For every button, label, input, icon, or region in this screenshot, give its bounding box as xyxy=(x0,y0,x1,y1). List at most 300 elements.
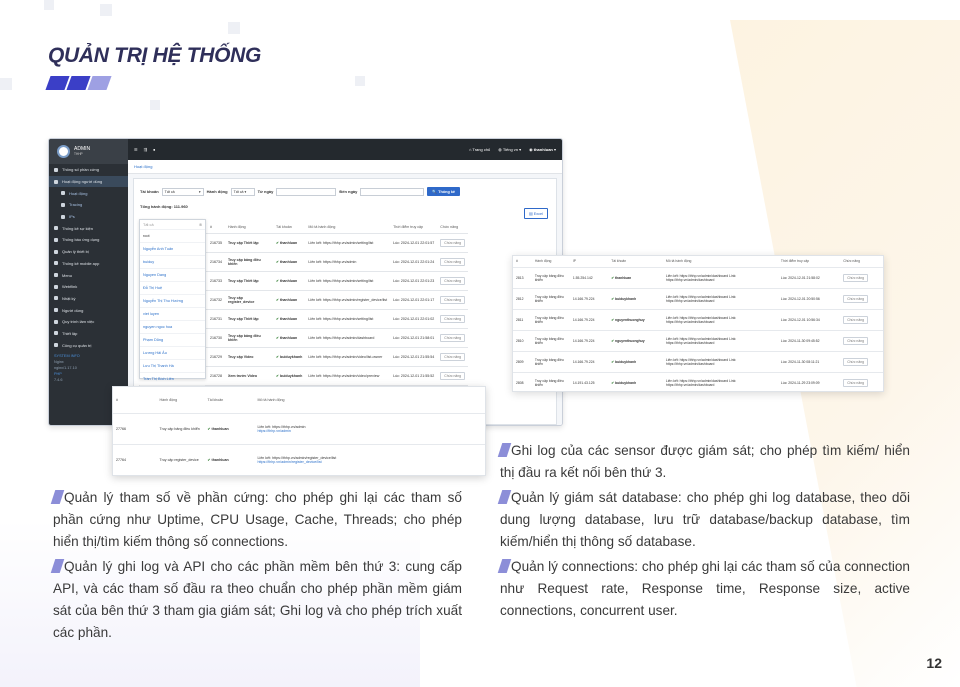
user-check-icon: ✔ xyxy=(207,457,212,462)
function-dropdown[interactable]: Chức năng xyxy=(440,334,465,342)
user-check-icon: ✔ xyxy=(276,335,281,340)
sidebar-item[interactable] xyxy=(49,211,128,223)
cell-text: Truy cập bảng điều khiển xyxy=(159,426,200,431)
dropdown-option[interactable]: nguyen ngoc hoa xyxy=(140,321,205,334)
sidebar-item-label: Quy trình làm việc xyxy=(62,319,95,325)
cell-text: Lúc: 2024-12-01 22:01:23 xyxy=(393,278,435,283)
function-dropdown[interactable]: Chức năng xyxy=(440,315,465,323)
dropdown-option[interactable]: viet luyen xyxy=(140,308,205,321)
sidebar-item-label: Thống kê sự kiện xyxy=(62,225,93,231)
link-text[interactable]: https://thhp.vn/admin/register_device/list xyxy=(257,459,322,464)
language-select[interactable]: ◍ Tiếng vn ▾ xyxy=(498,147,522,152)
table-header: Mô tả hành động xyxy=(255,387,485,413)
link-text[interactable]: https://thhp.vn/admin xyxy=(257,428,291,433)
table-header: Chức năng xyxy=(840,256,883,267)
sidebar-icon xyxy=(54,296,58,300)
table-cell[interactable] xyxy=(840,267,883,288)
table-cell xyxy=(513,267,532,288)
cell-text: thanhluan xyxy=(615,275,632,280)
cell-text: 14.166.79.224 xyxy=(572,359,595,364)
cell-text: 216731 xyxy=(210,316,222,321)
user-check-icon: ✔ xyxy=(276,316,281,321)
sidebar-icon xyxy=(61,191,65,195)
sidebar-item[interactable] xyxy=(49,222,128,234)
table-cell xyxy=(305,290,390,309)
table-cell[interactable] xyxy=(437,328,468,347)
cell-text: buiduykhanh xyxy=(280,354,303,359)
cell-text: 216728 xyxy=(210,373,222,378)
table-cell xyxy=(205,413,255,444)
cell-text: Lúc: 2024-12-01 21:58:01 xyxy=(393,335,435,340)
sidebar-icon xyxy=(54,226,58,230)
table-cell xyxy=(305,347,390,366)
cell-text: thanhluan xyxy=(280,335,298,340)
table-cell xyxy=(390,290,437,309)
table-cell xyxy=(113,413,157,444)
sidebar-item-label: IPs xyxy=(69,214,75,220)
brand-name: ADMIN xyxy=(74,145,91,152)
table-cell xyxy=(157,444,205,475)
function-dropdown[interactable]: Chức năng xyxy=(843,379,868,387)
sidebar-icon xyxy=(54,168,58,172)
db-log-screenshot xyxy=(512,255,884,392)
table-cell xyxy=(608,330,663,351)
table-header: Thời điểm truy cập xyxy=(778,256,840,267)
table-cell xyxy=(532,309,570,330)
cell-text: 2813 xyxy=(516,275,524,280)
dropdown-option[interactable]: root xyxy=(140,230,205,243)
table-cell xyxy=(513,309,532,330)
dropdown-option[interactable]: Nguyễn Anh Tuấn xyxy=(140,243,205,256)
cell-text: Lúc: 2024-12-01 20:50:56 xyxy=(780,296,820,301)
sidebar-item-label: Công cụ quản trị xyxy=(62,342,92,348)
decor-square xyxy=(228,22,240,34)
function-dropdown[interactable]: Chức năng xyxy=(843,274,868,282)
sidebar-item[interactable] xyxy=(49,187,128,199)
table-row xyxy=(513,267,883,288)
table-header: IP xyxy=(570,256,608,267)
sidebar-item-label: Menu xyxy=(62,272,73,278)
function-dropdown[interactable]: Chức năng xyxy=(440,258,465,266)
sidebar xyxy=(49,139,128,425)
bullet-mark xyxy=(51,559,65,573)
table-cell xyxy=(207,309,225,328)
function-dropdown[interactable]: Chức năng xyxy=(843,316,868,324)
table-header: # xyxy=(113,387,157,413)
system-info-line: 7.4.6 xyxy=(54,378,63,382)
table-cell xyxy=(225,366,273,385)
table-cell xyxy=(570,267,608,288)
table-header: Hành động xyxy=(225,222,273,233)
dropdown-option[interactable]: Đỗ Thị Huệ xyxy=(140,282,205,295)
cell-text: thanhluan xyxy=(211,426,229,431)
cell-text: Lúc: 2024-12-01 21:58:02 xyxy=(780,275,820,280)
cell-text: Lúc: 2024-12-01 10:56:34 xyxy=(780,317,820,322)
table-row xyxy=(513,330,883,351)
table-cell xyxy=(390,252,437,271)
cell-text: Xem trước Video xyxy=(228,373,258,378)
cell-text: Truy cập register_device xyxy=(159,457,199,462)
function-dropdown[interactable]: Chức năng xyxy=(440,372,465,380)
user-check-icon: ✔ xyxy=(207,426,212,431)
table-cell[interactable] xyxy=(840,351,883,372)
dropdown-option[interactable]: Phạm Dũng xyxy=(140,334,205,347)
cell-text: Liên kết: https://thhp.vn/admin/dashboard Link: https://thhp.vn/admin/dashboard xyxy=(665,273,737,282)
dropdown-option[interactable]: Lương Hải Âu xyxy=(140,347,205,360)
sidebar-item[interactable] xyxy=(49,199,128,211)
dropdown-option[interactable]: Lưu Thị Thanh Hà xyxy=(140,360,205,373)
table-cell xyxy=(225,347,273,366)
decor-square xyxy=(355,76,365,86)
function-dropdown[interactable]: Chức năng xyxy=(843,337,868,345)
table-cell xyxy=(513,372,532,392)
logo-icon xyxy=(57,145,70,158)
table-cell xyxy=(778,372,840,392)
table-cell xyxy=(207,271,225,290)
cell-text: Truy cập Thiết lập xyxy=(228,316,259,321)
sidebar-item[interactable] xyxy=(49,328,128,340)
cell-text: Liên kết: https://thhp.vn/admin/video/preview xyxy=(308,373,380,378)
table-cell[interactable] xyxy=(840,309,883,330)
cell-text: 14.166.79.224 xyxy=(572,296,595,301)
cell-text: thanhluan xyxy=(280,316,298,321)
table-cell[interactable] xyxy=(840,330,883,351)
system-info-line: PHP xyxy=(54,372,62,376)
cell-text: Truy cập register_device xyxy=(228,295,255,304)
register-log-screenshot xyxy=(112,386,486,476)
cell-text: Truy cập bảng điều khiển xyxy=(534,315,564,324)
table-row xyxy=(513,309,883,330)
table-cell xyxy=(663,351,778,372)
cell-text: 2809 xyxy=(516,359,524,364)
sidebar-item[interactable] xyxy=(49,293,128,305)
table-cell xyxy=(157,413,205,444)
cell-text: 27764 xyxy=(116,457,126,462)
cell-text: thanhluan xyxy=(211,457,229,462)
dropdown-option[interactable]: Trần Thị Bích Liên xyxy=(140,373,205,386)
sidebar-item-label: Tracing xyxy=(69,202,83,208)
cell-text: Lúc: 2024-12-01 21:55:54 xyxy=(393,354,435,359)
cell-text: 2808 xyxy=(516,380,524,385)
function-dropdown[interactable]: Chức năng xyxy=(843,295,868,303)
cell-text: Liên kết: https://thhp.vn/admin/setting/list xyxy=(308,240,374,245)
paragraph-api: Quản lý ghi log và API cho các phần mềm bên thứ 3: cung cấp API, và các tham số đầu ra theo chuẩn cho phép phần mềm giám sát của bên thứ 3 tham gia giám sát; Ghi log và cho phép trích xuất các phần. xyxy=(53,556,462,644)
cell-text: Truy cập bảng điều khiển xyxy=(228,257,261,266)
table-cell xyxy=(205,444,255,475)
dropdown-option[interactable]: buiduy xyxy=(140,256,205,269)
table-cell xyxy=(532,267,570,288)
dropdown-option[interactable]: Nguyen Dang xyxy=(140,269,205,282)
table-cell xyxy=(207,366,225,385)
from-date-input[interactable] xyxy=(276,188,336,196)
sidebar-icon xyxy=(54,285,58,289)
function-dropdown[interactable]: Chức năng xyxy=(440,277,465,285)
table-cell xyxy=(608,288,663,309)
system-info xyxy=(49,353,128,383)
user-check-icon: ✔ xyxy=(611,380,616,385)
cell-text: Truy cập Video xyxy=(228,354,254,359)
table-cell xyxy=(273,328,305,347)
paragraph-sensor: Ghi log của các sensor được giám sát; cho phép tìm kiếm/ hiển thị đầu ra kết nối bên thứ 3. xyxy=(500,440,910,484)
table-header: Tài khoản xyxy=(273,222,305,233)
cell-text: Liên kết: https://thhp.vn/admin/video/list-owner xyxy=(308,354,383,359)
sidebar-item-label: Thống kê mobile app xyxy=(62,260,100,266)
system-info-line: Nginx xyxy=(54,360,64,364)
function-dropdown[interactable]: Chức năng xyxy=(440,353,465,361)
table-cell xyxy=(778,267,840,288)
table-cell xyxy=(532,288,570,309)
table-cell xyxy=(778,288,840,309)
user-check-icon: ✔ xyxy=(276,240,281,245)
table-cell xyxy=(113,444,157,475)
sidebar-item[interactable] xyxy=(49,339,128,351)
decor-square xyxy=(150,100,160,110)
page-title: QUẢN TRỊ HỆ THỐNG xyxy=(48,44,262,67)
cell-text: Truy cập Thiết lập xyxy=(228,240,259,245)
cell-text: buiduykhanh xyxy=(280,373,303,378)
cell-text: 2810 xyxy=(516,338,524,343)
function-dropdown[interactable]: Chức năng xyxy=(843,358,868,366)
table-cell[interactable] xyxy=(840,372,883,392)
cell-text: Truy cập bảng điều khiển xyxy=(228,333,261,342)
sidebar-icon xyxy=(61,203,65,207)
table-header: Hành động xyxy=(157,387,205,413)
sidebar-item-label: Thông số phần cứng xyxy=(62,167,99,173)
table-cell[interactable] xyxy=(437,309,468,328)
table-cell[interactable] xyxy=(437,290,468,309)
table-cell xyxy=(663,309,778,330)
table-cell xyxy=(532,330,570,351)
table-cell xyxy=(305,309,390,328)
sidebar-item-label: Thống báo ứng dụng xyxy=(62,237,100,243)
cell-text: Truy cập bảng điều khiển xyxy=(534,294,564,303)
sidebar-item[interactable] xyxy=(49,246,128,258)
cell-text: Lúc: 2024-12-01 22:01:02 xyxy=(393,316,435,321)
cell-text: Liên kết: https://thhp.vn/admin/dashboard Link: https://thhp.vn/admin/dashboard xyxy=(665,378,737,387)
sidebar-icon xyxy=(54,343,58,347)
table-cell xyxy=(778,351,840,372)
bullet-mark xyxy=(498,559,512,573)
table-cell xyxy=(225,271,273,290)
sidebar-item[interactable] xyxy=(49,258,128,270)
user-check-icon: ✔ xyxy=(276,297,281,302)
grid-icon[interactable]: ⇶ xyxy=(143,147,147,152)
sidebar-item-label: Webflink xyxy=(62,284,78,290)
table-cell[interactable] xyxy=(437,233,468,252)
table-cell[interactable] xyxy=(437,347,468,366)
sidebar-icon xyxy=(54,308,58,312)
bullet-mark xyxy=(51,490,65,504)
sidebar-item[interactable] xyxy=(49,176,128,188)
table-header: Thời điểm truy cập xyxy=(390,222,437,233)
paragraph-connections: Quản lý connections: cho phép ghi lại các tham số của connection như Request rate, Response time, Response size, active connections, concurrent user. xyxy=(500,556,910,622)
table-cell[interactable] xyxy=(437,366,468,385)
table-cell[interactable] xyxy=(437,271,468,290)
cell-text: 1.55.254.142 xyxy=(572,275,593,280)
from-date-label: Từ ngày xyxy=(257,189,274,194)
table-cell xyxy=(513,330,532,351)
table-cell xyxy=(663,267,778,288)
table-header: # xyxy=(513,256,532,267)
table-header: Hành động xyxy=(532,256,570,267)
table-cell xyxy=(305,328,390,347)
cell-text: Liên kết: https://thhp.vn/admin/dashboard Link: https://thhp.vn/admin/dashboard xyxy=(665,357,737,366)
sidebar-item-label: Người dùng xyxy=(62,307,84,313)
cell-text: 216733 xyxy=(210,278,222,283)
breadcrumb[interactable]: Hoạt động xyxy=(128,160,562,174)
sidebar-item[interactable] xyxy=(49,281,128,293)
total-count: Tổng hành động: 111.960 xyxy=(140,204,188,209)
page-number: 12 xyxy=(926,655,942,671)
table-cell xyxy=(608,267,663,288)
table-cell xyxy=(225,328,273,347)
table-header: Chức năng xyxy=(437,222,468,233)
register-log-table xyxy=(113,387,485,476)
cell-text: Lúc: 2024-12-01 22:01:24 xyxy=(393,259,435,264)
cell-text: 14.166.79.224 xyxy=(572,317,595,322)
table-cell xyxy=(390,309,437,328)
table-cell xyxy=(225,252,273,271)
cell-text: buiduykhanh xyxy=(615,380,637,385)
user-menu[interactable]: ◉ thanhluan ▾ xyxy=(529,147,556,152)
brand-sub: THHP xyxy=(74,151,83,156)
table-header: Mô tả hành động xyxy=(663,256,778,267)
sidebar-icon xyxy=(54,261,58,265)
table-header: Tài khoản xyxy=(608,256,663,267)
cell-text: 2811 xyxy=(516,317,524,322)
table-cell xyxy=(305,252,390,271)
cell-text: 2812 xyxy=(516,296,524,301)
table-cell xyxy=(608,372,663,392)
cell-text: Lúc: 2024-12-01 22:01:57 xyxy=(393,240,435,245)
home-link[interactable]: ⌂ Trang chủ xyxy=(468,147,491,152)
dropdown-option[interactable]: Nguyễn Thị Thu Hường xyxy=(140,295,205,308)
to-date-input[interactable] xyxy=(360,188,424,196)
cell-text: Lúc: 2024-12-01 22:01:17 xyxy=(393,297,435,302)
cell-text: 216729 xyxy=(210,354,222,359)
cell-text: buiduykhanh xyxy=(615,296,637,301)
excel-button[interactable]: ▤ Excel xyxy=(524,208,548,219)
sidebar-item-label: Hoạt động người dùng xyxy=(62,179,103,185)
table-cell xyxy=(207,347,225,366)
table-cell xyxy=(390,233,437,252)
table-cell xyxy=(390,366,437,385)
bullet-mark xyxy=(498,443,512,457)
cell-text: 14.166.79.224 xyxy=(572,338,595,343)
cell-text: Lúc: 2024-11-29 23:09:09 xyxy=(780,380,820,385)
table-cell[interactable] xyxy=(840,288,883,309)
table-cell xyxy=(207,328,225,347)
table-cell xyxy=(273,366,305,385)
decor-square xyxy=(100,4,112,16)
cell-text: Liên kết: https://thhp.vn/admin/setting/list xyxy=(308,316,374,321)
table-cell xyxy=(305,366,390,385)
sidebar-item[interactable] xyxy=(49,164,128,176)
table-cell xyxy=(608,309,663,330)
cell-text: nguyenthuonghuy xyxy=(615,317,645,322)
table-header: # xyxy=(207,222,225,233)
function-dropdown[interactable]: Chức năng xyxy=(440,296,465,304)
bell-icon[interactable]: ● xyxy=(152,147,156,152)
sidebar-item[interactable] xyxy=(49,269,128,281)
menu-icon[interactable]: ☰ xyxy=(134,147,138,152)
table-row xyxy=(513,351,883,372)
cell-text: thanhluan xyxy=(280,259,298,264)
table-cell xyxy=(570,309,608,330)
table-cell xyxy=(255,413,485,444)
table-cell xyxy=(608,351,663,372)
sidebar-item-label: Quản lý thiết bị xyxy=(62,249,89,255)
sidebar-item[interactable] xyxy=(49,234,128,246)
action-filter-select[interactable]: Tất cả ▾ xyxy=(231,188,255,196)
admin-screenshot xyxy=(48,138,563,426)
cell-text: Truy cập bảng điều khiển xyxy=(534,378,564,387)
dropdown-search[interactable]: Tất cả ⊗ xyxy=(140,220,205,230)
account-filter-select[interactable]: Tất cả ▾ xyxy=(162,188,204,196)
user-check-icon: ✔ xyxy=(276,373,281,378)
cell-text: 14.191.43.125 xyxy=(572,380,595,385)
sidebar-brand xyxy=(49,139,128,164)
cell-text: buiduykhanh xyxy=(615,359,637,364)
table-cell[interactable] xyxy=(437,252,468,271)
system-info-line: nginx/1.17.10 xyxy=(54,366,77,370)
sidebar-icon xyxy=(54,250,58,254)
account-dropdown xyxy=(139,219,206,379)
decor-square xyxy=(0,78,12,90)
table-header: Mô tả hành động xyxy=(305,222,390,233)
search-button[interactable]: 🔍 Thống kê xyxy=(427,187,460,196)
user-check-icon: ✔ xyxy=(276,259,281,264)
user-check-icon: ✔ xyxy=(611,359,616,364)
table-cell xyxy=(663,288,778,309)
sidebar-item[interactable] xyxy=(49,316,128,328)
cell-text: nguyenthuonghuy xyxy=(615,338,645,343)
cell-text: 216732 xyxy=(210,297,222,302)
table-cell xyxy=(273,233,305,252)
table-cell xyxy=(778,309,840,330)
cell-text: thanhluan xyxy=(280,240,298,245)
table-cell xyxy=(255,444,485,475)
sidebar-icon xyxy=(54,273,58,277)
cell-text: Liên kết: https://thhp.vn/admin/dashboard Link: https://thhp.vn/admin/dashboard xyxy=(665,294,737,303)
filter-bar xyxy=(134,179,556,204)
function-dropdown[interactable]: Chức năng xyxy=(440,239,465,247)
cell-text: Truy cập bảng điều khiển xyxy=(534,357,564,366)
user-check-icon: ✔ xyxy=(611,338,616,343)
table-cell xyxy=(663,330,778,351)
account-filter-label: Tài khoản xyxy=(140,189,159,194)
table-cell xyxy=(273,271,305,290)
user-check-icon: ✔ xyxy=(276,354,281,359)
cell-text: 216735 xyxy=(210,240,222,245)
cell-text: Truy cập bảng điều khiển xyxy=(534,273,564,282)
sidebar-item-label: Hoạt động xyxy=(69,190,88,196)
table-cell xyxy=(778,330,840,351)
db-log-table xyxy=(513,256,883,392)
action-filter-label: Hành động xyxy=(206,189,228,194)
sidebar-item[interactable] xyxy=(49,304,128,316)
table-cell xyxy=(513,288,532,309)
paragraph-hardware: Quản lý tham số về phần cứng: cho phép ghi lại các tham số phần cứng như Uptime, CPU Usage, Cache, Threads; cho phép hiển thị/tìm kiếm thông số connections. xyxy=(53,487,462,553)
topbar xyxy=(128,139,562,160)
cell-text: Liên kết: https://thhp.vn/admin/register_device/list xyxy=(257,455,337,460)
title-accent-bars xyxy=(48,76,111,95)
table-cell xyxy=(207,233,225,252)
sidebar-icon xyxy=(61,215,65,219)
cell-text: 216730 xyxy=(210,335,222,340)
table-cell xyxy=(513,351,532,372)
cell-text: Liên kết: https://thhp.vn/admin/dashboard Link: https://thhp.vn/admin/dashboard xyxy=(665,315,737,324)
